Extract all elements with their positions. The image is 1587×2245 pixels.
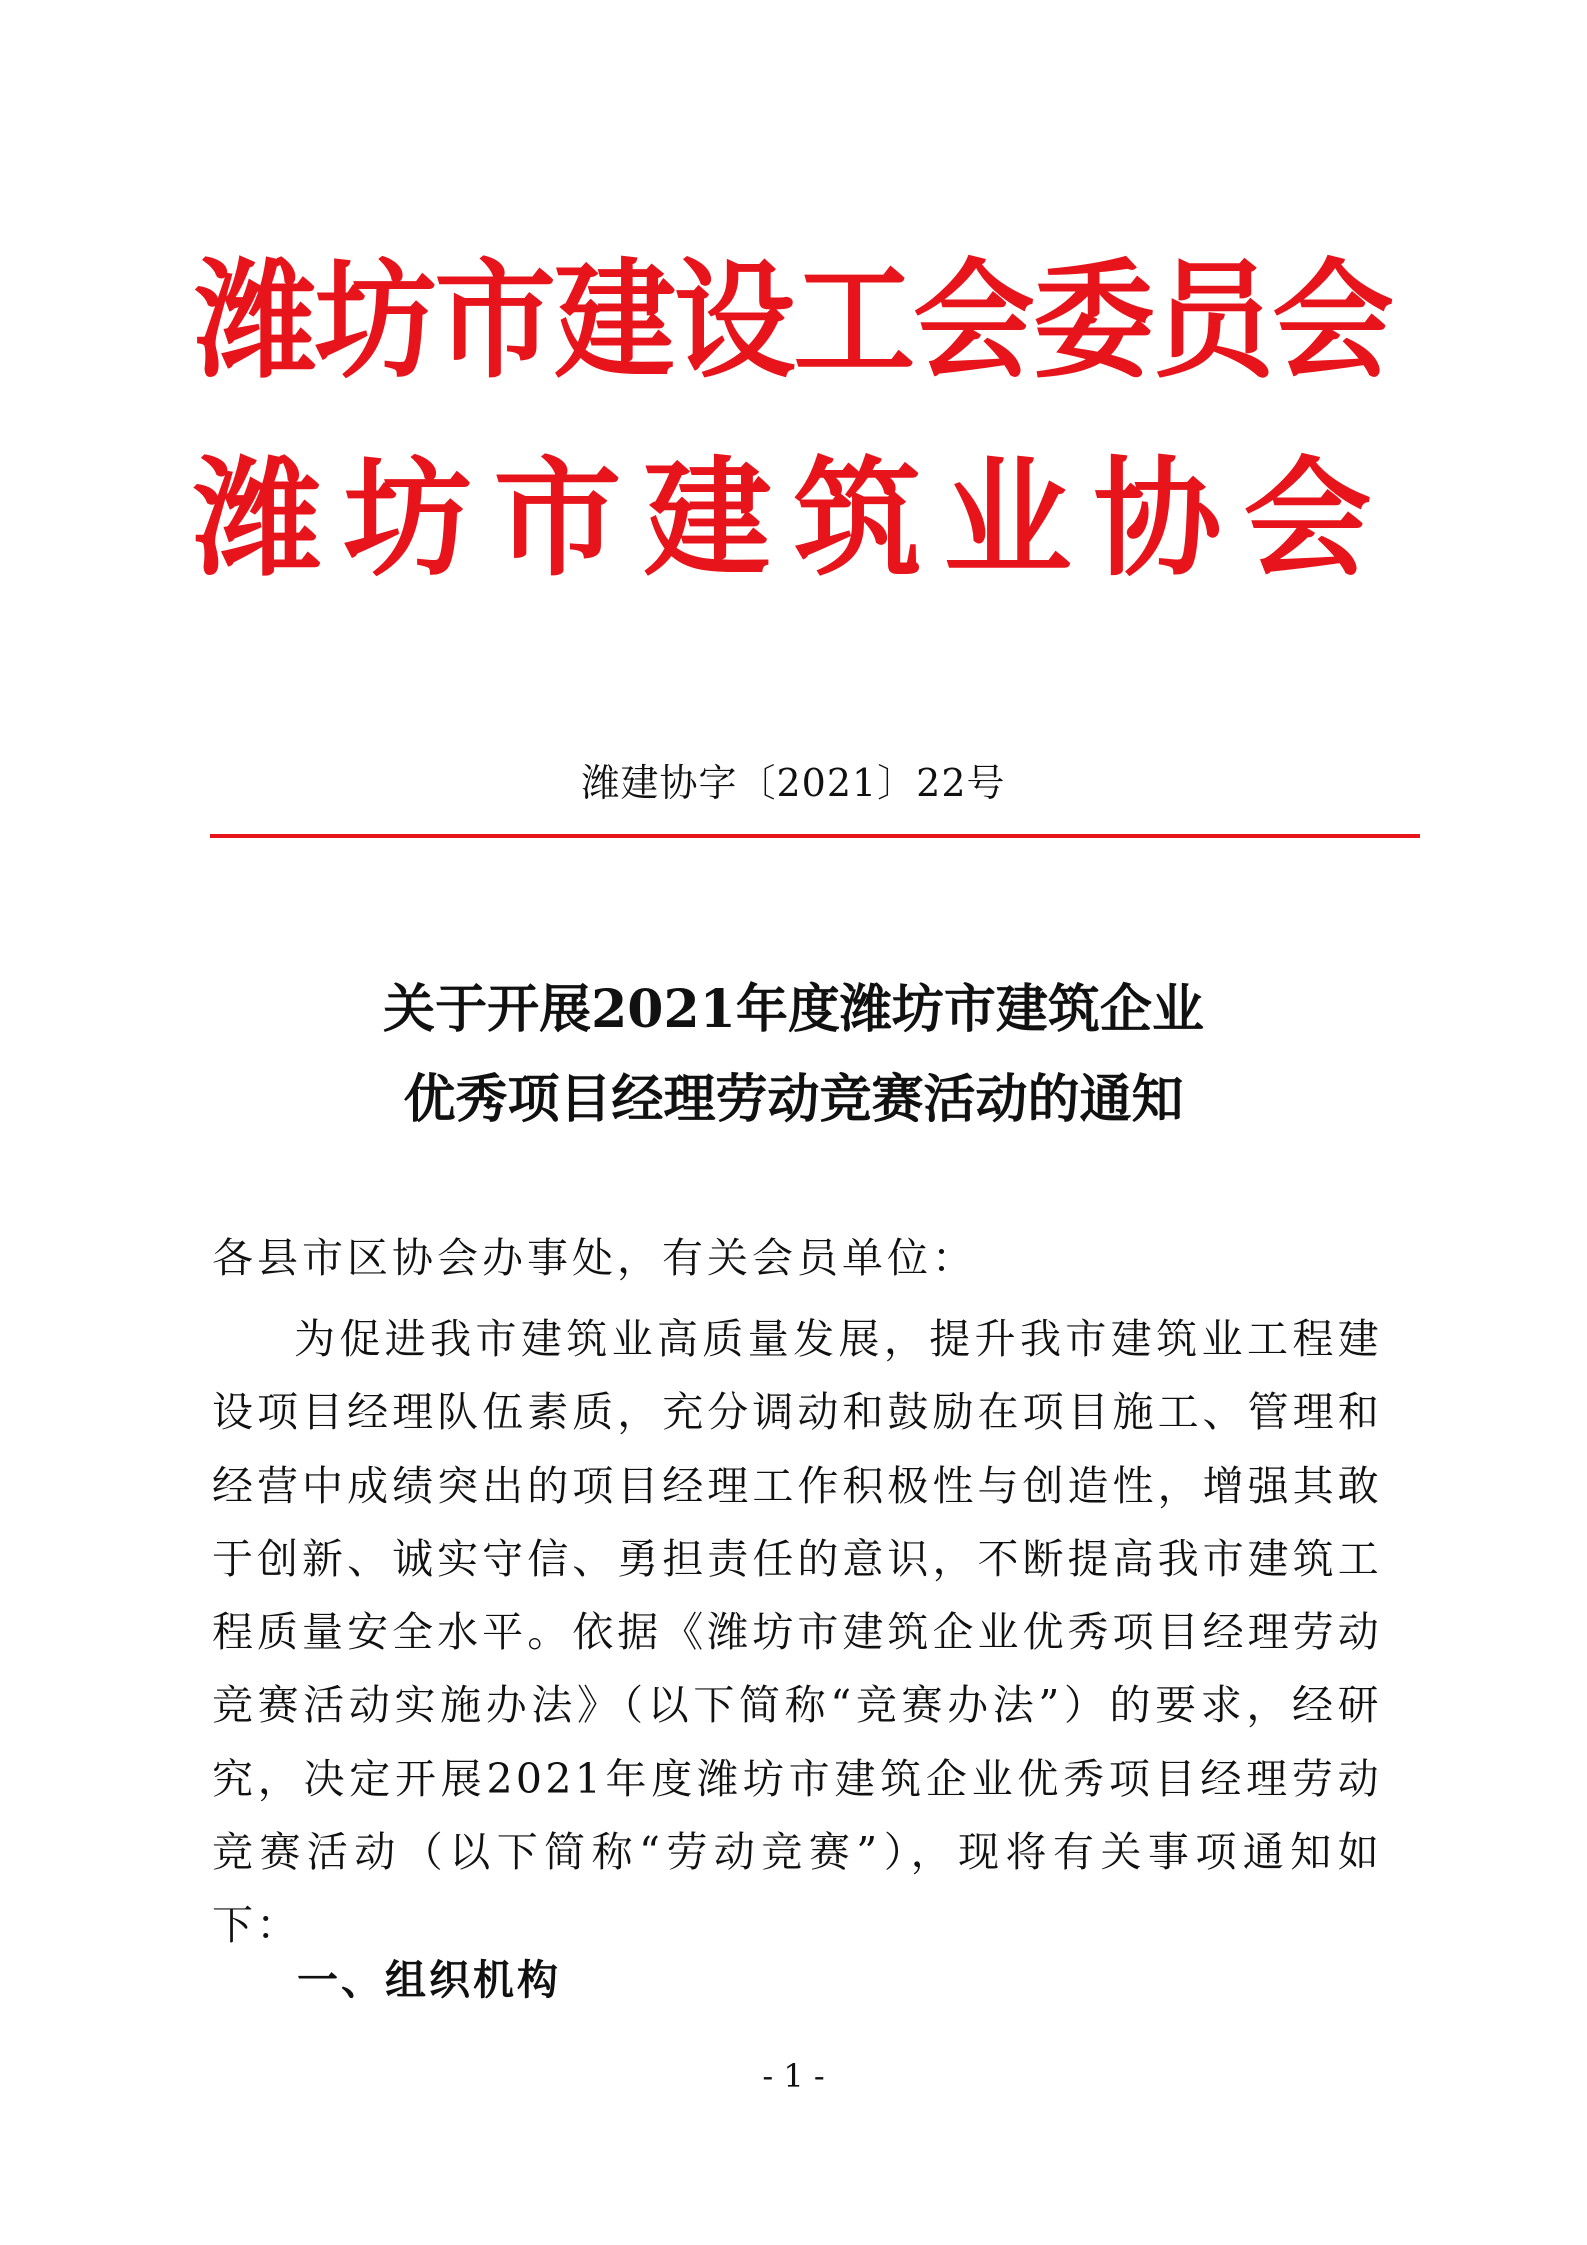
document-title-line-2: 优秀项目经理劳动竞赛活动的通知 (403, 1069, 1184, 1130)
issuer-name-trade-union: 潍坊市建设工会委员会 (194, 246, 1393, 396)
document-title-line-1: 关于开展2021年度潍坊市建筑企业 (383, 979, 1204, 1040)
salutation: 各县市区协会办事处，有关会员单位： (212, 1234, 977, 1282)
issuer-name-construction-association: 潍坊市建筑业协会 (193, 444, 1394, 594)
red-header-divider (210, 834, 1420, 838)
document-number: 潍建协字〔2021〕22号 (581, 761, 1006, 805)
page-number: - 1 - (762, 2057, 825, 2095)
section-heading-organization: 一、组织机构 (297, 1956, 561, 2004)
body-paragraph: 为促进我市建筑业高质量发展，提升我市建筑业工程建设项目经理队伍素质，充分调动和鼓励在项目施工、管理和经营中成绩突出的项目经理工作积极性与创造性，增强其敢于创新、诚实守信、勇担责任的意识，不断提高我市建筑工程质量安全水平。依据《潍坊市建筑企业优秀项目经理劳动竞赛活动实施办法》（以下简称“竞赛办法”）的要求，经研究，决定开展2021年度潍坊市建筑企业优秀项目经理劳动竞赛活动（以下简称“劳动竞赛”），现将有关事项通知如下： (212, 1315, 1382, 1950)
